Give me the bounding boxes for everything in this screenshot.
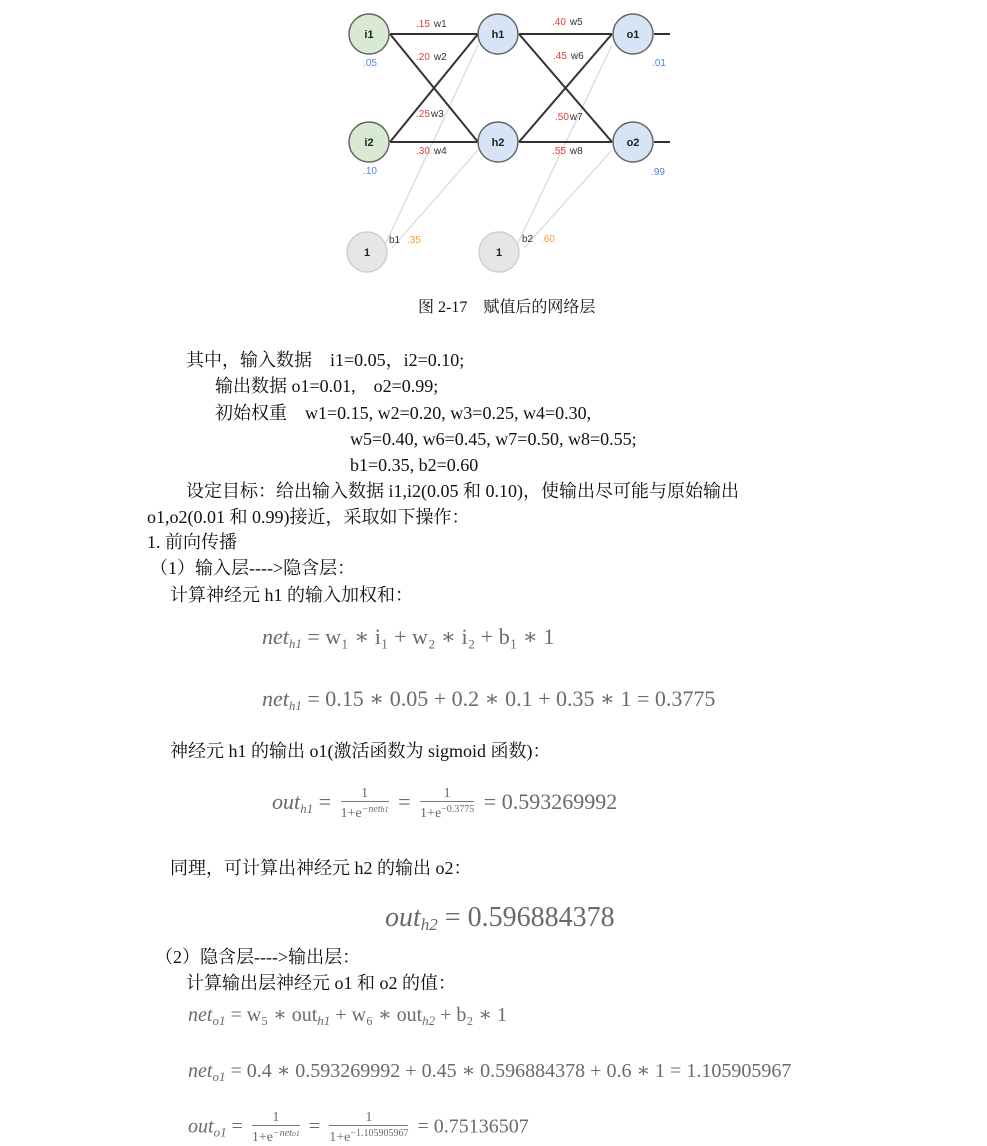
params-weights-1: 初始权重 w1=0.15, w2=0.20, w3=0.25, w4=0.30, — [215, 403, 592, 423]
params-outputs: 输出数据 o1=0.01, o2=0.99; — [215, 376, 439, 396]
goal-line-2: o1,o2(0.01 和 0.99)接近，采取如下操作： — [147, 507, 470, 527]
equation-out-h2: out$_{h2}$ = 0.596884378 — [385, 902, 615, 934]
equation-net-o1-formula: net$_{o1}$ = w₅ ∗ out$_{h1}$ + w₆ ∗ out$_{h2}$ + b₂ ∗ 1 — [188, 1004, 508, 1028]
section-title-forward: 1. 前向传播 — [147, 532, 237, 552]
node-o2 — [613, 122, 665, 178]
svg-text:.40w5: .40 w5 — [552, 17, 583, 28]
svg-text:o1: o1 — [626, 29, 640, 41]
fraction-sigmoid-numeric-o1: $\frac{1}{1+e^{-1.105905967}}$ — [329, 1110, 409, 1145]
svg-text:.50w7: .50w7 — [555, 112, 583, 123]
figure-caption: 图 2-17 赋值后的网络层 — [418, 299, 596, 316]
desc-h1-output: 神经元 h1 的输出 o1(激活函数为 sigmoid 函数)： — [170, 741, 551, 761]
subsection-hidden-output: （2）隐含层---->输出层： — [155, 947, 361, 967]
params-inputs: 其中，输入数据 i1=0.05，i2=0.10; — [186, 350, 465, 370]
desc-h2-output: 同理，可计算出神经元 h2 的输出 o2： — [170, 858, 472, 878]
node-h2 — [478, 122, 518, 162]
svg-text:.20w2: .20 w2 — [416, 52, 447, 63]
node-o1 — [613, 14, 666, 69]
svg-text:1: 1 — [495, 247, 503, 259]
svg-text:.55w8: .55 w8 — [552, 146, 583, 157]
params-weights-2: w5=0.40, w6=0.45, w7=0.50, w8=0.55; — [350, 429, 637, 449]
equation-net-h1-formula: net$_{h1}$ = w₁ ∗ i₁ + w₂ ∗ i₂ + b₁ ∗ 1 — [262, 624, 555, 651]
goal-line-1: 设定目标：给出输入数据 i1,i2(0.05 和 0.10)，使输出尽可能与原始输出 — [186, 481, 739, 501]
fraction-sigmoid-numeric: $\frac{1}{1+e^{-0.3775}}$ — [420, 786, 475, 821]
svg-text:h2: h2 — [491, 137, 505, 149]
params-biases: b1=0.35, b2=0.60 — [350, 455, 479, 475]
svg-text:.15w1: .15 w1 — [416, 19, 447, 30]
desc-h1-weighted-sum: 计算神经元 h1 的输入加权和： — [170, 585, 413, 605]
fraction-sigmoid-symbolic: $\frac{1}{1+e^{-neth1}}$ — [340, 786, 389, 821]
svg-text:.35: .35 — [407, 235, 421, 246]
equation-out-o1: out$_{o1}$ = $\frac{1}{1+e^{-neto1}}$ = $\frac{1}{1+e^{-1.105905967}}$ = 0.75136507 — [188, 1110, 529, 1145]
svg-text:.30w4: .30 w4 — [416, 146, 447, 157]
svg-text:o2: o2 — [626, 137, 640, 149]
svg-text:.10: .10 — [363, 166, 377, 177]
equation-out-h1: out$_{h1}$ = $\frac{1}{1+e^{-neth1}}$ = $\frac{1}{1+e^{-0.3775}}$ = 0.593269992 — [272, 786, 618, 821]
node-h1 — [478, 14, 518, 54]
svg-text:.25w3: .25w3 — [416, 109, 444, 120]
fraction-sigmoid-symbolic-o1: $\frac{1}{1+e^{-neto1}}$ — [251, 1110, 300, 1145]
desc-output-layer: 计算输出层神经元 o1 和 o2 的值： — [186, 973, 456, 993]
svg-text:h1: h1 — [491, 29, 505, 41]
svg-text:.45w6: .45 w6 — [553, 51, 584, 62]
network-diagram — [0, 0, 987, 290]
svg-text:.99: .99 — [651, 167, 665, 178]
node-b2 — [479, 232, 555, 272]
equation-net-o1-value: net$_{o1}$ = 0.4 ∗ 0.593269992 + 0.45 ∗ 0.596884378 + 0.6 ∗ 1 = 1.105905967 — [188, 1060, 792, 1084]
svg-text:1: 1 — [363, 247, 371, 259]
equation-net-h1-value: net$_{h1}$ = 0.15 ∗ 0.05 + 0.2 ∗ 0.1 + 0.35 ∗ 1 = 0.3775 — [262, 686, 716, 713]
svg-text:b2: b2 — [522, 234, 534, 245]
node-b1 — [347, 232, 421, 272]
svg-text:.05: .05 — [363, 58, 377, 69]
subsection-input-hidden: （1）输入层---->隐含层： — [150, 558, 356, 578]
svg-text:.01: .01 — [652, 58, 666, 69]
node-i1 — [349, 14, 389, 69]
svg-text:i1: i1 — [364, 29, 374, 41]
svg-text:i2: i2 — [364, 137, 374, 149]
node-i2 — [349, 122, 389, 177]
svg-text:.60: .60 — [541, 234, 555, 245]
svg-text:b1: b1 — [389, 235, 401, 246]
